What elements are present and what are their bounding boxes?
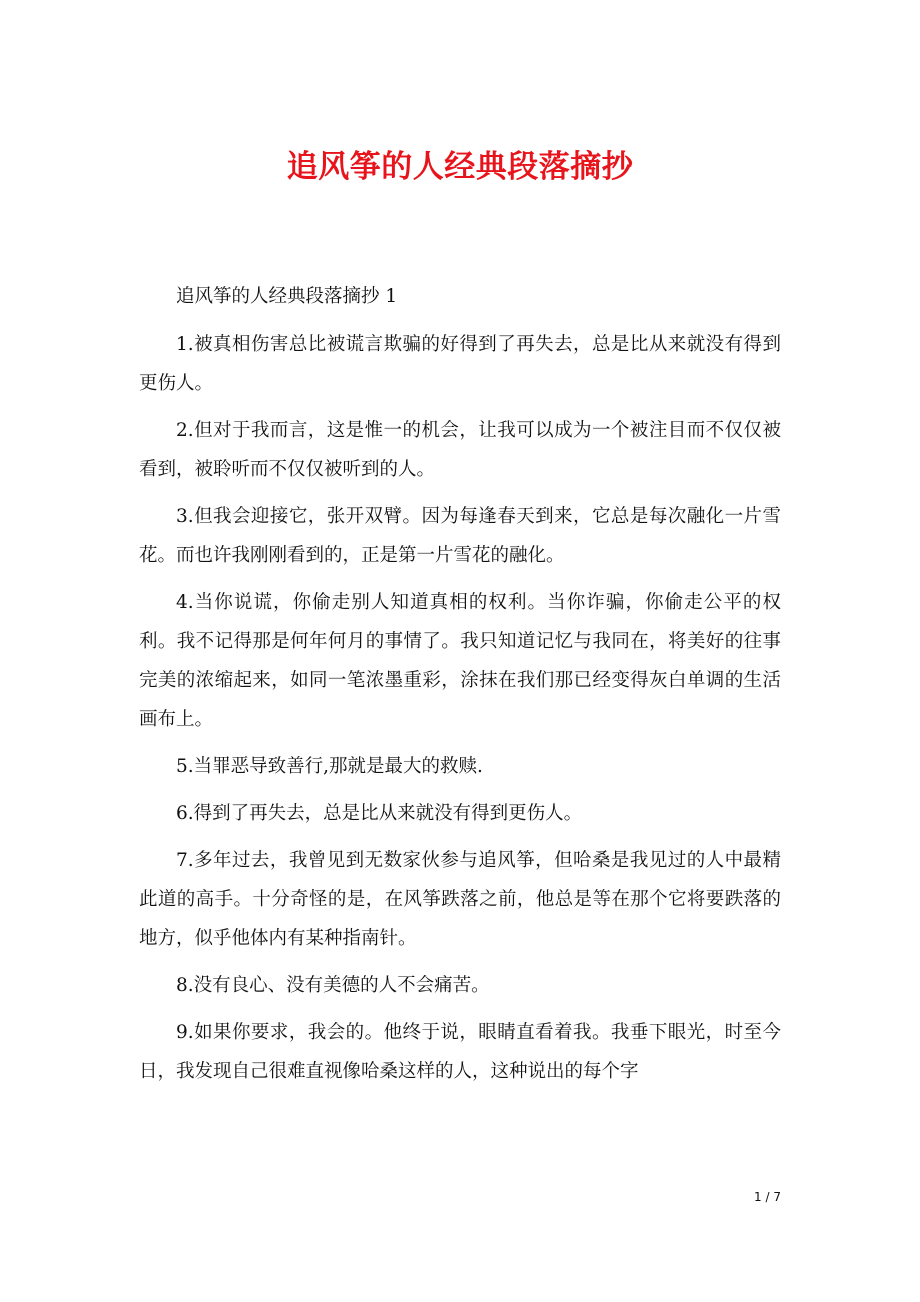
paragraph-7: 7.多年过去，我曾见到无数家伙参与追风筝，但哈桑是我见过的人中最精此道的高手。十分奇怪的是，在风筝跌落之前，他总是等在那个它将要跌落的地方，似乎他体内有某种指南针。 (139, 850, 781, 949)
paragraph-5: 5.当罪恶导致善行,那就是最大的救赎. (176, 756, 483, 777)
document-body (139, 277, 781, 1099)
paragraph-8: 8.没有良心、没有美德的人不会痛苦。 (176, 975, 490, 996)
page-number: 1 / 7 (754, 1190, 781, 1204)
paragraph-4: 4.当你说谎，你偷走别人知道真相的权利。当你诈骗，你偷走公平的权利。我不记得那是何年何月的事情了。我只知道记忆与我同在，将美好的往事完美的浓缩起来，如同一笔浓墨重彩，涂抹在我们那已经变得灰白单调的生活画布上。 (139, 592, 781, 730)
paragraph-9: 9.如果你要求，我会的。他终于说，眼睛直看着我。我垂下眼光，时至今日，我发现自己很难直视像哈桑这样的人，这种说出的每个字 (139, 1022, 781, 1082)
paragraph-6: 6.得到了再失去，总是比从来就没有得到更伤人。 (176, 803, 583, 824)
paragraph-1: 1.被真相伤害总比被谎言欺骗的好得到了再失去，总是比从来就没有得到更伤人。 (139, 334, 781, 394)
paragraph-3: 3.但我会迎接它，张开双臂。因为每逢春天到来，它总是每次融化一片雪花。而也许我刚刚看到的，正是第一片雪花的融化。 (139, 506, 781, 566)
document-title: 追风筝的人经典段落摘抄 (286, 149, 634, 185)
section-heading: 追风筝的人经典段落摘抄 1 (176, 286, 398, 307)
paragraph-2: 2.但对于我而言，这是惟一的机会，让我可以成为一个被注目而不仅仅被看到，被聆听而不仅仅被听到的人。 (139, 420, 781, 480)
